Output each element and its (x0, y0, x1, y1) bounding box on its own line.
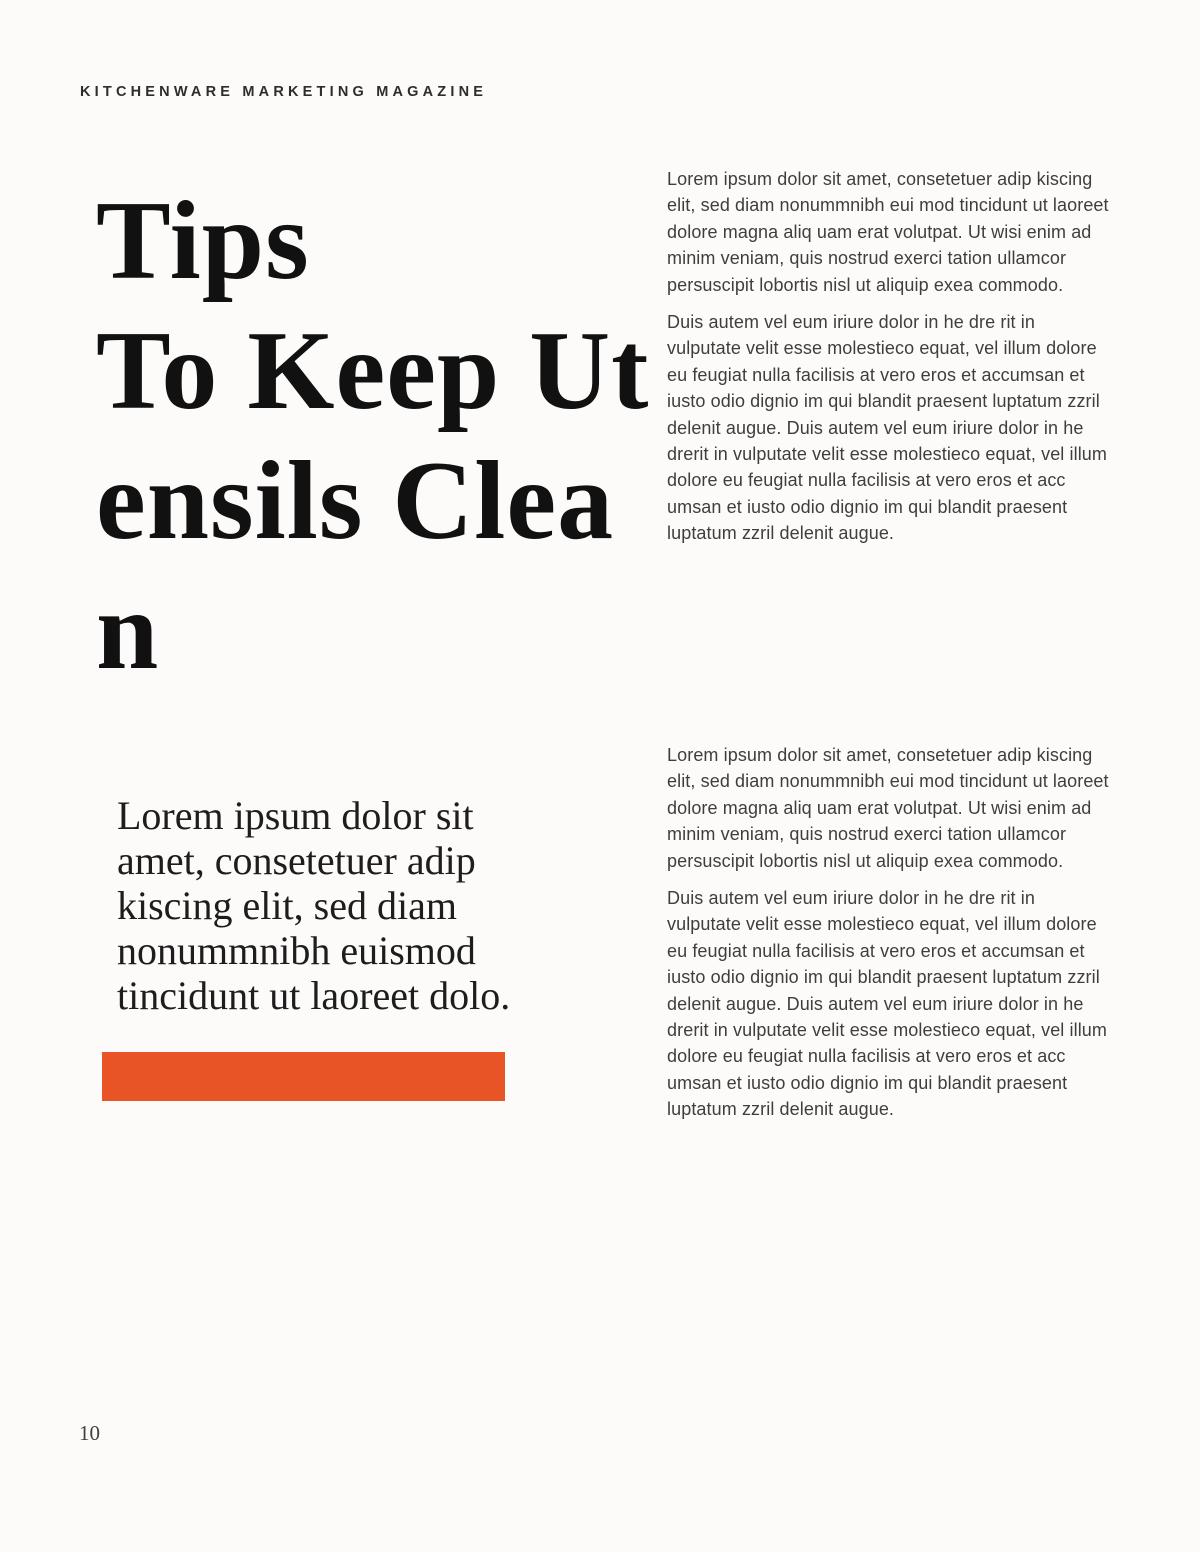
body-text-block-1 (667, 166, 1110, 547)
headline-line: ensils Clea (96, 439, 615, 563)
headline-line: Tips (96, 179, 310, 303)
intro-line: nonummnibh euismod (117, 928, 476, 973)
intro-line: kiscing elit, sed diam (117, 883, 457, 928)
intro-line: amet, consetetuer adip (117, 838, 476, 883)
body-paragraph: Duis autem vel eum iriure dolor in he dre rit in vulputate velit esse molestieco equat, vel illum dolore eu feugiat nulla facilisis at vero eros et accumsan et iusto odio dignio im qui blandit praesent luptatum zzril delenit augue. Duis autem vel eum iriure dolor in he drerit in vulputate velit esse molestieco equat, vel illum dolore eu feugiat nulla facilisis at vero eros et acc umsan et iusto odio dignio im qui blandit praesent luptatum zzril delenit augue. (667, 888, 1108, 1120)
intro-line: Lorem ipsum dolor sit (117, 793, 474, 838)
body-paragraph: Lorem ipsum dolor sit amet, consetetuer adip kiscing elit, sed diam nonummnibh eui mod tincidunt ut laoreet dolore magna aliq uam erat volutpat. Ut wisi enim ad minim veniam, quis nostrud exerci tation ullamcor persuscipit lobortis nisl ut aliquip exea commodo. (667, 169, 1109, 295)
masthead-title: KITCHENWARE MARKETING MAGAZINE (80, 84, 488, 100)
body-text-block-2 (667, 742, 1110, 1123)
body-paragraph: Lorem ipsum dolor sit amet, consetetuer adip kiscing elit, sed diam nonummnibh eui mod tincidunt ut laoreet dolore magna aliq uam erat volutpat. Ut wisi enim ad minim veniam, quis nostrud exerci tation ullamcor persuscipit lobortis nisl ut aliquip exea commodo. (667, 745, 1109, 871)
headline-line: To Keep Ut (96, 309, 650, 433)
accent-bar (102, 1052, 505, 1101)
page-number: 10 (79, 1421, 100, 1445)
body-paragraph: Duis autem vel eum iriure dolor in he dre rit in vulputate velit esse molestieco equat, vel illum dolore eu feugiat nulla facilisis at vero eros et accumsan et iusto odio dignio im qui blandit praesent luptatum zzril delenit augue. Duis autem vel eum iriure dolor in he drerit in vulputate velit esse molestieco equat, vel illum dolore eu feugiat nulla facilisis at vero eros et acc umsan et iusto odio dignio im qui blandit praesent luptatum zzril delenit augue. (667, 312, 1108, 544)
article-headline (96, 176, 649, 696)
intro-line: tincidunt ut laoreet dolo. (117, 973, 511, 1018)
intro-paragraph (117, 793, 510, 1018)
headline-line: n (96, 569, 160, 693)
